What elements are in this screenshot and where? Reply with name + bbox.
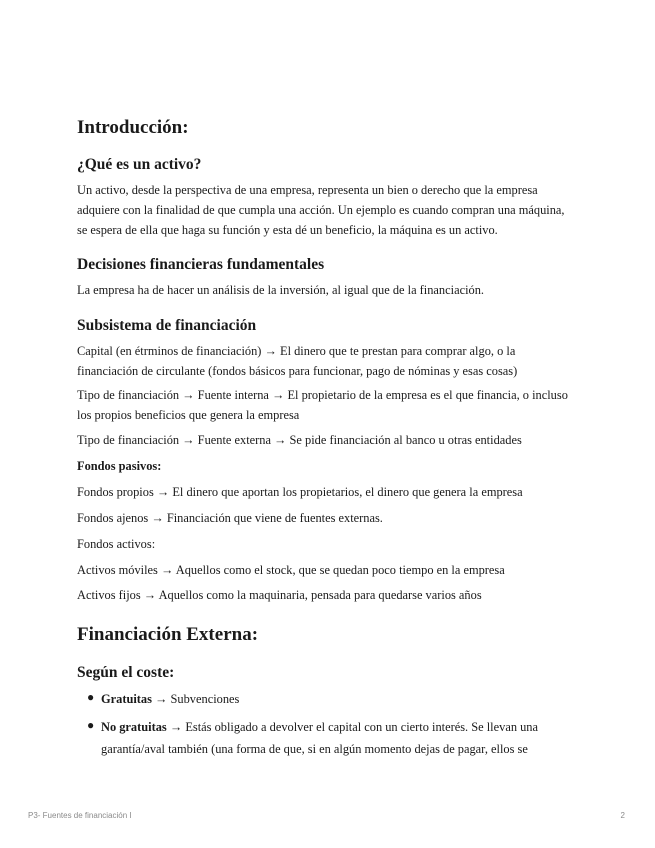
footer-title: P3- Fuentes de financiación I xyxy=(28,811,132,820)
paragraph-fondos-ajenos: Fondos ajenos → Financiación que viene de fuentes externas. xyxy=(77,511,383,525)
page-number: 2 xyxy=(620,811,625,820)
list-item-text: → Subvenciones xyxy=(151,692,240,706)
list-item xyxy=(101,716,561,760)
heading-subsistema: Subsistema de financiación xyxy=(77,317,257,334)
list-item xyxy=(101,688,561,710)
paragraph-activo: Un activo, desde la perspectiva de una empresa, representa un bien o derecho que la empresa adquiere con la finalidad de que cumpla una acción. Un ejemplo es cuando compran una máquina, se espera de ella que haga su función y esta dé un beneficio, la máquina es un activo. xyxy=(77,183,565,237)
paragraph-fondos-activos: Fondos activos: xyxy=(77,537,156,551)
heading-fondos-pasivos: Fondos pasivos: xyxy=(77,459,162,473)
list-item-text: → Estás obligado a devolver el capital con un cierto interés. Se llevan una garantía/aval también (una forma de que, si en algún momento dejas de pagar, ellos se xyxy=(101,720,539,756)
heading-decisiones: Decisiones financieras fundamentales xyxy=(77,256,325,273)
paragraph-activos-fijos: Activos fijos → Aquellos como la maquinaria, pensada para quedarse varios años xyxy=(77,588,482,602)
paragraph-fondos-propios: Fondos propios → El dinero que aportan los propietarios, el dinero que genera la empresa xyxy=(77,485,523,499)
bullet-marker: ● xyxy=(87,690,95,704)
list-item-bold: No gratuitas xyxy=(101,720,167,734)
heading-segun-coste: Según el coste: xyxy=(77,664,175,681)
paragraph-activos-moviles: Activos móviles → Aquellos como el stock, que se quedan poco tiempo en la empresa xyxy=(77,563,505,577)
paragraph-decisiones: La empresa ha de hacer un análisis de la inversión, al igual que de la financiación. xyxy=(77,283,485,297)
heading-que-es-activo: ¿Qué es un activo? xyxy=(77,156,202,173)
paragraph-capital: Capital (en étrminos de financiación) → El dinero que te prestan para comprar algo, o la financiación de circulante (fondos básicos para funcionar, pago de nóminas y esas cosas) xyxy=(77,344,518,378)
paragraph-fuente-externa: Tipo de financiación → Fuente externa → Se pide financiación al banco u otras entidades xyxy=(77,433,522,447)
bullet-marker: ● xyxy=(87,718,95,732)
heading-introduccion: Introducción: xyxy=(77,117,189,138)
heading-financiacion-externa: Financiación Externa: xyxy=(77,624,259,645)
list-item-bold: Gratuitas xyxy=(101,692,152,706)
paragraph-fuente-interna: Tipo de financiación → Fuente interna → El propietario de la empresa es el que financia, o incluso los propios beneficios que genera la empresa xyxy=(77,388,568,422)
